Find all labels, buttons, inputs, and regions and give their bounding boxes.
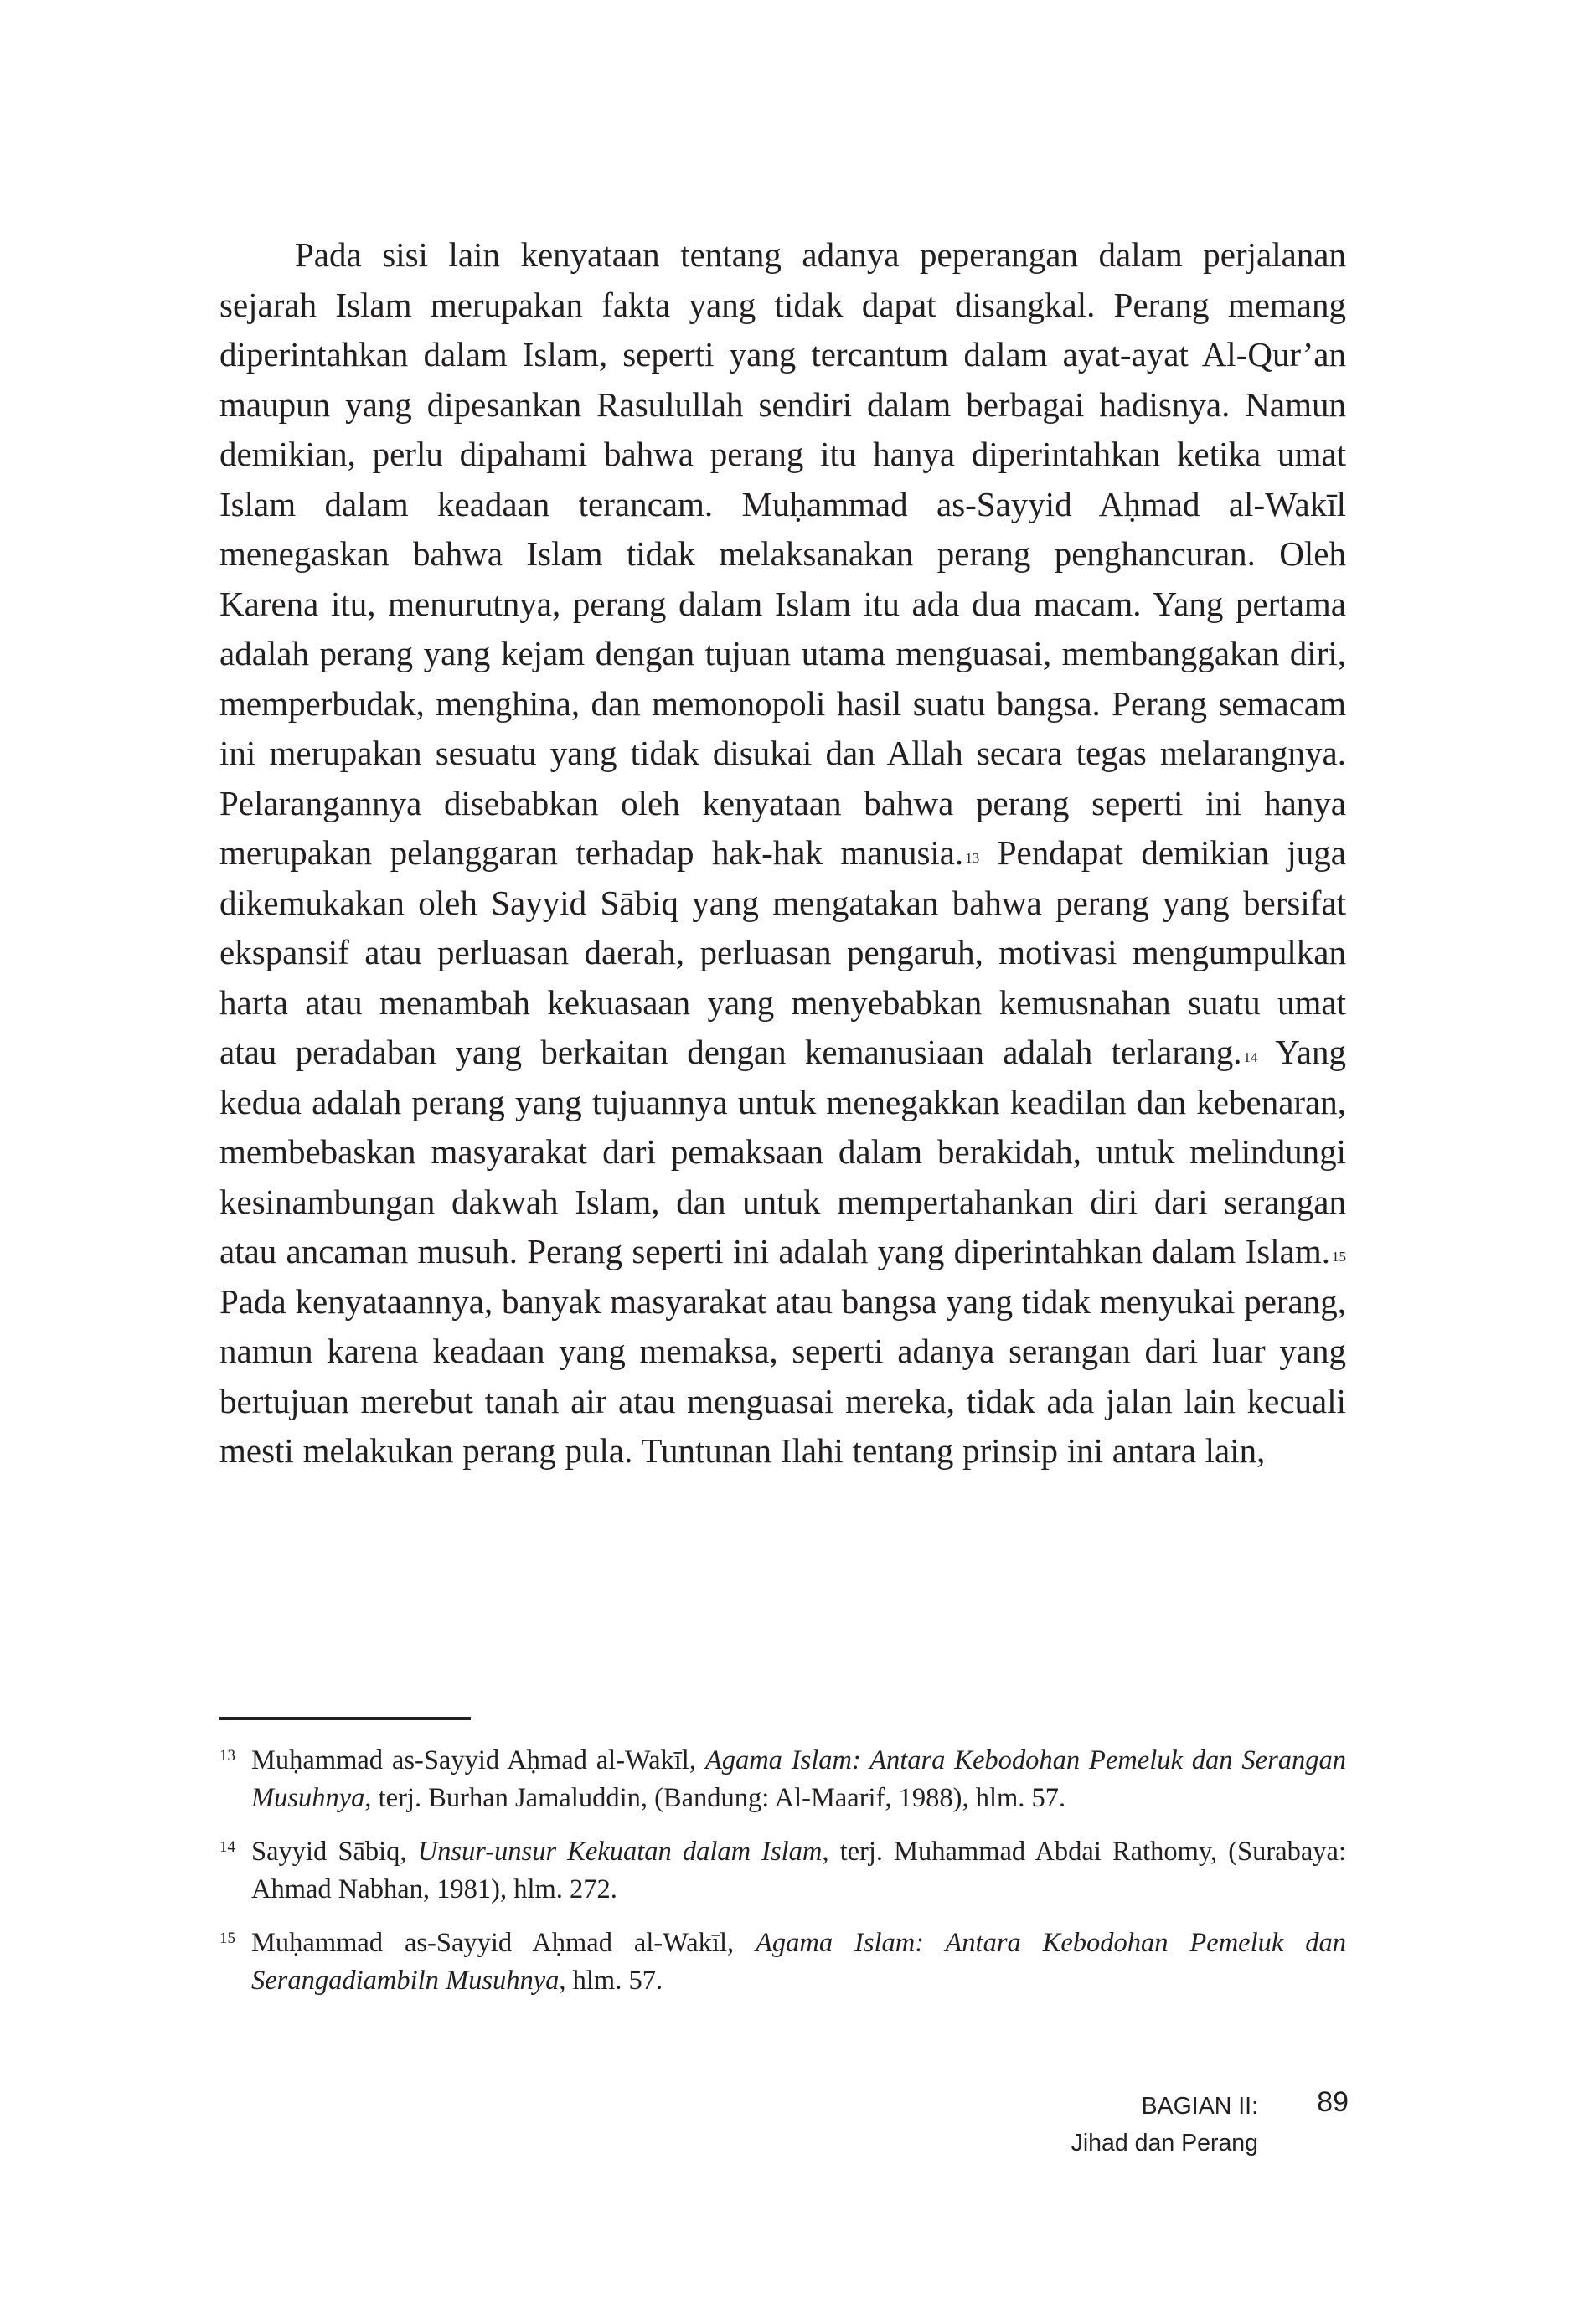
footnote-author: Sayyid Sābiq, — [251, 1837, 418, 1867]
footnote-number: 13 — [219, 1747, 235, 1765]
running-head — [1030, 2088, 1258, 2162]
footnote-title: Agama Islam: Antara Kebodohan Pemeluk dan Serangadiambiln Musuhnya — [251, 1928, 1346, 1996]
footnote-13 — [219, 1742, 1346, 1817]
footnote-publication: , terj. Burhan Jamaluddin, (Bandung: Al-Maarif, 1988), hlm. 57. — [364, 1783, 1066, 1813]
footnotes — [219, 1742, 1346, 2016]
footnote-author: Muḥammad as-Sayyid Aḥmad al-Wakīl, — [251, 1745, 705, 1775]
body-text-part-3: Yang kedua adalah perang yang tujuannya untuk menegakkan keadilan dan kebenaran, membebaskan masyarakat dari pemaksaan dalam berakidah, untuk melindungi kesinambungan dakwah Islam, dan untuk mempertahankan diri dari serangan atau ancaman musuh. Perang seperti ini adalah yang diperintahkan dalam Islam. — [219, 1033, 1346, 1270]
page-number: 89 — [1317, 2086, 1349, 2118]
footnote-number: 14 — [219, 1838, 235, 1856]
footnote-number: 15 — [219, 1930, 235, 1947]
footnote-ref-13[interactable]: 13 — [965, 850, 980, 866]
body-paragraph — [219, 230, 1346, 1476]
running-head-chapter: Jihad dan Perang — [1071, 2130, 1258, 2157]
footnote-ref-14[interactable]: 14 — [1243, 1049, 1258, 1065]
body-text-part-4: Pada kenyataannya, banyak masyarakat atau bangsa yang tidak menyukai perang, namun karena keadaan yang memaksa, seperti adanya serangan dari luar yang bertujuan merebut tanah air atau menguasai mereka, tidak ada jalan lain kecuali mesti melakukan perang pula. Tuntunan Ilahi tentang prinsip ini antara lain, — [219, 1281, 1346, 1470]
running-head-section: BAGIAN II: — [1141, 2093, 1258, 2120]
footnote-title: Agama Islam: Antara Kebodohan Pemeluk dan Serangan Musuhnya — [251, 1745, 1346, 1813]
footnote-14 — [219, 1833, 1346, 1909]
footnote-title: Unsur-unsur Kekuatan dalam Islam — [417, 1837, 823, 1867]
footnote-divider — [219, 1717, 471, 1720]
body-text-part-1: Pada sisi lain kenyataan tentang adanya peperangan dalam perjalanan sejarah Islam merupakan fakta yang tidak dapat disangkal. Perang memang diperintahkan dalam Islam, seperti yang tercantum dalam ayat-ayat Al-Qur’an maupun yang dipesankan Rasulullah sendiri dalam berbagai hadisnya. Namun demikian, perlu dipahami bahwa perang itu hanya diperintahkan ketika umat Islam dalam keadaan terancam. Muḥammad as-Sayyid Aḥmad al-Wakīl menegaskan bahwa Islam tidak melaksanakan perang penghancuran. Oleh Karena itu, menurutnya, perang dalam Islam itu ada dua macam. Yang pertama adalah perang yang kejam dengan tujuan utama menguasai, membanggakan diri, memperbudak, menghina, dan memonopoli hasil suatu bangsa. Perang semacam ini merupakan sesuatu yang tidak disukai dan Allah secara tegas melarangnya. Pelarangannya disebabkan oleh kenyataan bahwa perang seperti ini hanya merupakan pelanggaran terhadap hak-hak manusia. — [219, 235, 1346, 872]
footnote-publication: , terj. Muhammad Abdai Rathomy, (Surabaya: Ahmad Nabhan, 1981), hlm. 272. — [251, 1837, 1346, 1904]
body-text-part-2: Pendapat demikian juga dikemukakan oleh Sayyid Sābiq yang mengatakan bahwa perang yang bersifat ekspansif atau perluasan daerah, perluasan pengaruh, motivasi mengumpulkan harta atau menambah kekuasaan yang menyebabkan kemusnahan suatu umat atau peradaban yang berkaitan dengan kemanusiaan adalah terlarang. — [219, 833, 1346, 1071]
footnote-15 — [219, 1925, 1346, 2000]
footnote-publication: , hlm. 57. — [559, 1966, 663, 1996]
footnote-author: Muḥammad as-Sayyid Aḥmad al-Wakīl, — [251, 1928, 756, 1958]
footnote-ref-15[interactable]: 15 — [1332, 1249, 1346, 1265]
